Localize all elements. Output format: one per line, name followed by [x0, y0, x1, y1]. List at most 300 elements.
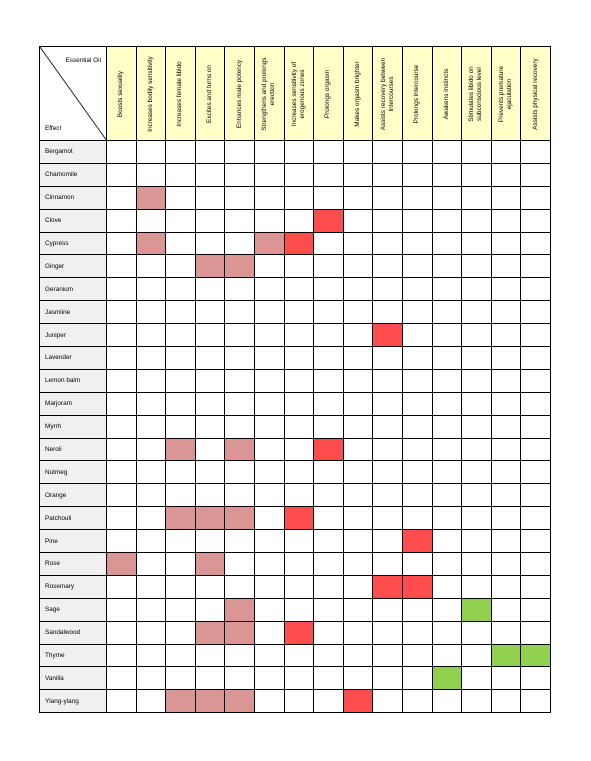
empty-cell: [225, 301, 255, 324]
empty-cell: [314, 347, 344, 370]
empty-cell: [136, 484, 166, 507]
marked-cell-pink: [166, 507, 196, 530]
empty-cell: [462, 461, 492, 484]
row-label: Orange: [40, 484, 107, 507]
row-label: Thyme: [40, 644, 107, 667]
column-header-label: Prolongs orgasm: [324, 69, 332, 118]
empty-cell: [166, 553, 196, 576]
empty-cell: [491, 141, 521, 164]
empty-cell: [254, 530, 284, 553]
empty-cell: [136, 163, 166, 186]
empty-cell: [491, 438, 521, 461]
empty-cell: [254, 255, 284, 278]
empty-cell: [373, 369, 403, 392]
empty-cell: [462, 232, 492, 255]
column-header-label: Prevents premature ejaculation: [498, 65, 514, 122]
column-header-label: Increases female libido: [176, 60, 184, 127]
row-label: Jasmiine: [40, 301, 107, 324]
empty-cell: [166, 621, 196, 644]
empty-cell: [107, 690, 137, 713]
empty-cell: [521, 415, 551, 438]
empty-cell: [402, 141, 432, 164]
empty-cell: [402, 392, 432, 415]
empty-cell: [314, 255, 344, 278]
empty-cell: [107, 644, 137, 667]
empty-cell: [136, 553, 166, 576]
empty-cell: [254, 461, 284, 484]
marked-cell-red: [402, 575, 432, 598]
corner-bottom-label: Effect: [45, 125, 62, 132]
empty-cell: [284, 415, 314, 438]
empty-cell: [195, 301, 225, 324]
empty-cell: [462, 690, 492, 713]
column-header: [107, 47, 137, 141]
column-header: [521, 47, 551, 141]
empty-cell: [432, 690, 462, 713]
empty-cell: [195, 667, 225, 690]
empty-cell: [195, 438, 225, 461]
empty-cell: [107, 209, 137, 232]
table-row: [40, 438, 551, 461]
empty-cell: [462, 301, 492, 324]
empty-cell: [166, 530, 196, 553]
empty-cell: [491, 415, 521, 438]
empty-cell: [491, 392, 521, 415]
empty-cell: [107, 232, 137, 255]
empty-cell: [373, 507, 403, 530]
empty-cell: [462, 644, 492, 667]
empty-cell: [521, 438, 551, 461]
empty-cell: [402, 598, 432, 621]
empty-cell: [343, 255, 373, 278]
empty-cell: [254, 415, 284, 438]
empty-cell: [373, 255, 403, 278]
empty-cell: [284, 278, 314, 301]
empty-cell: [107, 255, 137, 278]
empty-cell: [107, 392, 137, 415]
empty-cell: [402, 415, 432, 438]
row-label: Lemon balm: [40, 369, 107, 392]
empty-cell: [314, 484, 344, 507]
marked-cell-pink: [195, 690, 225, 713]
empty-cell: [195, 209, 225, 232]
empty-cell: [195, 644, 225, 667]
empty-cell: [225, 278, 255, 301]
empty-cell: [402, 186, 432, 209]
empty-cell: [284, 324, 314, 347]
empty-cell: [284, 369, 314, 392]
empty-cell: [521, 278, 551, 301]
empty-cell: [136, 392, 166, 415]
empty-cell: [521, 484, 551, 507]
empty-cell: [225, 209, 255, 232]
empty-cell: [373, 461, 403, 484]
row-label: Nutmeg: [40, 461, 107, 484]
column-header-label: Increases bodily sensitivity: [146, 55, 154, 132]
empty-cell: [136, 324, 166, 347]
empty-cell: [225, 575, 255, 598]
table-row: [40, 644, 551, 667]
empty-cell: [166, 347, 196, 370]
row-label: Ylang-ylang: [40, 690, 107, 713]
empty-cell: [136, 621, 166, 644]
empty-cell: [432, 461, 462, 484]
empty-cell: [462, 163, 492, 186]
empty-cell: [107, 278, 137, 301]
marked-cell-pink: [225, 507, 255, 530]
empty-cell: [195, 598, 225, 621]
empty-cell: [521, 369, 551, 392]
empty-cell: [284, 347, 314, 370]
empty-cell: [462, 530, 492, 553]
empty-cell: [432, 324, 462, 347]
empty-cell: [314, 667, 344, 690]
empty-cell: [373, 415, 403, 438]
table-row: [40, 530, 551, 553]
empty-cell: [314, 301, 344, 324]
empty-cell: [254, 690, 284, 713]
empty-cell: [343, 667, 373, 690]
empty-cell: [343, 186, 373, 209]
table-row: [40, 507, 551, 530]
empty-cell: [225, 484, 255, 507]
empty-cell: [107, 369, 137, 392]
empty-cell: [521, 301, 551, 324]
empty-cell: [166, 278, 196, 301]
empty-cell: [284, 575, 314, 598]
marked-cell-pink: [225, 438, 255, 461]
empty-cell: [432, 255, 462, 278]
table-row: [40, 324, 551, 347]
empty-cell: [195, 324, 225, 347]
empty-cell: [373, 347, 403, 370]
row-label: Pine: [40, 530, 107, 553]
empty-cell: [166, 415, 196, 438]
empty-cell: [343, 392, 373, 415]
empty-cell: [402, 438, 432, 461]
empty-cell: [462, 553, 492, 576]
empty-cell: [314, 415, 344, 438]
empty-cell: [136, 507, 166, 530]
row-label: Cinnamon: [40, 186, 107, 209]
empty-cell: [284, 598, 314, 621]
empty-cell: [195, 163, 225, 186]
empty-cell: [462, 621, 492, 644]
empty-cell: [107, 347, 137, 370]
empty-cell: [284, 392, 314, 415]
marked-cell-red: [373, 324, 403, 347]
essential-oil-effects-table: [39, 46, 551, 713]
empty-cell: [491, 530, 521, 553]
empty-cell: [343, 553, 373, 576]
corner-top-label: Essential Oil: [65, 57, 101, 64]
empty-cell: [462, 415, 492, 438]
empty-cell: [314, 141, 344, 164]
column-header: [343, 47, 373, 141]
empty-cell: [343, 369, 373, 392]
corner-header-cell: [40, 47, 107, 141]
empty-cell: [254, 347, 284, 370]
empty-cell: [521, 530, 551, 553]
empty-cell: [432, 163, 462, 186]
row-label: Sandalwood: [40, 621, 107, 644]
empty-cell: [343, 438, 373, 461]
marked-cell-pink: [166, 690, 196, 713]
empty-cell: [373, 553, 403, 576]
marked-cell-red: [402, 530, 432, 553]
empty-cell: [491, 507, 521, 530]
empty-cell: [521, 324, 551, 347]
row-label: Neroli: [40, 438, 107, 461]
empty-cell: [462, 575, 492, 598]
empty-cell: [195, 369, 225, 392]
empty-cell: [254, 598, 284, 621]
empty-cell: [314, 186, 344, 209]
column-header: [254, 47, 284, 141]
empty-cell: [373, 598, 403, 621]
empty-cell: [373, 644, 403, 667]
empty-cell: [432, 392, 462, 415]
empty-cell: [343, 163, 373, 186]
empty-cell: [254, 644, 284, 667]
empty-cell: [166, 484, 196, 507]
empty-cell: [402, 644, 432, 667]
empty-cell: [254, 278, 284, 301]
empty-cell: [402, 484, 432, 507]
empty-cell: [491, 324, 521, 347]
empty-cell: [107, 667, 137, 690]
empty-cell: [373, 232, 403, 255]
column-header: [462, 47, 492, 141]
empty-cell: [402, 347, 432, 370]
row-label: Rosemary: [40, 575, 107, 598]
empty-cell: [136, 644, 166, 667]
marked-cell-red: [284, 232, 314, 255]
marked-cell-pink: [166, 438, 196, 461]
marked-cell-green: [491, 644, 521, 667]
marked-cell-pink: [136, 232, 166, 255]
empty-cell: [491, 667, 521, 690]
table-body: [40, 141, 551, 713]
empty-cell: [314, 163, 344, 186]
empty-cell: [343, 484, 373, 507]
empty-cell: [254, 621, 284, 644]
empty-cell: [254, 209, 284, 232]
empty-cell: [402, 690, 432, 713]
row-label: Vanilla: [40, 667, 107, 690]
table-row: [40, 484, 551, 507]
marked-cell-pink: [195, 255, 225, 278]
empty-cell: [432, 369, 462, 392]
empty-cell: [432, 232, 462, 255]
marked-cell-red: [343, 690, 373, 713]
marked-cell-green: [432, 667, 462, 690]
row-label: Ginger: [40, 255, 107, 278]
column-header: [284, 47, 314, 141]
column-header: [432, 47, 462, 141]
column-header-label: Makes orgasm brighter: [354, 60, 362, 127]
empty-cell: [491, 598, 521, 621]
empty-cell: [284, 209, 314, 232]
empty-cell: [432, 575, 462, 598]
row-label: Geranium: [40, 278, 107, 301]
empty-cell: [107, 575, 137, 598]
empty-cell: [225, 141, 255, 164]
empty-cell: [195, 484, 225, 507]
empty-cell: [284, 690, 314, 713]
marked-cell-red: [284, 621, 314, 644]
empty-cell: [314, 232, 344, 255]
empty-cell: [107, 415, 137, 438]
empty-cell: [521, 392, 551, 415]
empty-cell: [225, 232, 255, 255]
empty-cell: [373, 621, 403, 644]
table-row: [40, 186, 551, 209]
empty-cell: [521, 163, 551, 186]
empty-cell: [343, 461, 373, 484]
empty-cell: [254, 667, 284, 690]
empty-cell: [284, 301, 314, 324]
empty-cell: [402, 278, 432, 301]
table-row: [40, 163, 551, 186]
empty-cell: [462, 141, 492, 164]
empty-cell: [432, 347, 462, 370]
empty-cell: [343, 209, 373, 232]
row-label: Sage: [40, 598, 107, 621]
empty-cell: [491, 553, 521, 576]
empty-cell: [284, 553, 314, 576]
empty-cell: [402, 301, 432, 324]
empty-cell: [491, 690, 521, 713]
row-label: Clove: [40, 209, 107, 232]
empty-cell: [254, 392, 284, 415]
empty-cell: [521, 553, 551, 576]
empty-cell: [284, 530, 314, 553]
marked-cell-pink: [225, 598, 255, 621]
empty-cell: [195, 278, 225, 301]
table-row: [40, 301, 551, 324]
empty-cell: [373, 278, 403, 301]
empty-cell: [402, 255, 432, 278]
empty-cell: [254, 163, 284, 186]
empty-cell: [254, 438, 284, 461]
empty-cell: [254, 507, 284, 530]
table-row: [40, 415, 551, 438]
empty-cell: [195, 347, 225, 370]
empty-cell: [343, 507, 373, 530]
empty-cell: [314, 324, 344, 347]
empty-cell: [136, 347, 166, 370]
empty-cell: [432, 141, 462, 164]
empty-cell: [432, 507, 462, 530]
row-label: Marjoram: [40, 392, 107, 415]
table-row: [40, 690, 551, 713]
column-header: [491, 47, 521, 141]
empty-cell: [166, 369, 196, 392]
empty-cell: [432, 553, 462, 576]
column-header-label: Assists physical recovery: [531, 57, 539, 130]
empty-cell: [402, 369, 432, 392]
row-label: Myrrh: [40, 415, 107, 438]
empty-cell: [343, 301, 373, 324]
empty-cell: [432, 484, 462, 507]
empty-cell: [225, 163, 255, 186]
empty-cell: [314, 644, 344, 667]
empty-cell: [373, 392, 403, 415]
empty-cell: [136, 415, 166, 438]
empty-cell: [373, 163, 403, 186]
empty-cell: [314, 369, 344, 392]
empty-cell: [343, 575, 373, 598]
empty-cell: [314, 530, 344, 553]
empty-cell: [284, 141, 314, 164]
empty-cell: [462, 324, 492, 347]
marked-cell-pink: [225, 690, 255, 713]
empty-cell: [254, 575, 284, 598]
empty-cell: [432, 598, 462, 621]
empty-cell: [107, 301, 137, 324]
table-row: [40, 347, 551, 370]
empty-cell: [432, 301, 462, 324]
empty-cell: [402, 324, 432, 347]
row-label: Juniper: [40, 324, 107, 347]
empty-cell: [373, 484, 403, 507]
table-row: [40, 209, 551, 232]
empty-cell: [491, 163, 521, 186]
marked-cell-green: [462, 598, 492, 621]
empty-cell: [402, 507, 432, 530]
empty-cell: [136, 301, 166, 324]
empty-cell: [462, 392, 492, 415]
marked-cell-pink: [195, 621, 225, 644]
empty-cell: [491, 575, 521, 598]
empty-cell: [314, 461, 344, 484]
empty-cell: [491, 232, 521, 255]
empty-cell: [107, 598, 137, 621]
empty-cell: [314, 507, 344, 530]
empty-cell: [432, 644, 462, 667]
empty-cell: [521, 507, 551, 530]
table-row: [40, 255, 551, 278]
empty-cell: [373, 690, 403, 713]
empty-cell: [521, 667, 551, 690]
empty-cell: [373, 141, 403, 164]
empty-cell: [107, 621, 137, 644]
empty-cell: [373, 530, 403, 553]
empty-cell: [521, 232, 551, 255]
marked-cell-pink: [225, 621, 255, 644]
empty-cell: [491, 369, 521, 392]
empty-cell: [462, 278, 492, 301]
empty-cell: [491, 209, 521, 232]
empty-cell: [195, 415, 225, 438]
empty-cell: [314, 278, 344, 301]
empty-cell: [491, 278, 521, 301]
empty-cell: [284, 186, 314, 209]
empty-cell: [166, 301, 196, 324]
empty-cell: [136, 209, 166, 232]
empty-cell: [107, 484, 137, 507]
empty-cell: [521, 690, 551, 713]
empty-cell: [166, 232, 196, 255]
empty-cell: [432, 530, 462, 553]
empty-cell: [195, 575, 225, 598]
empty-cell: [225, 415, 255, 438]
header-row: [40, 47, 551, 141]
empty-cell: [136, 575, 166, 598]
empty-cell: [284, 163, 314, 186]
empty-cell: [136, 141, 166, 164]
